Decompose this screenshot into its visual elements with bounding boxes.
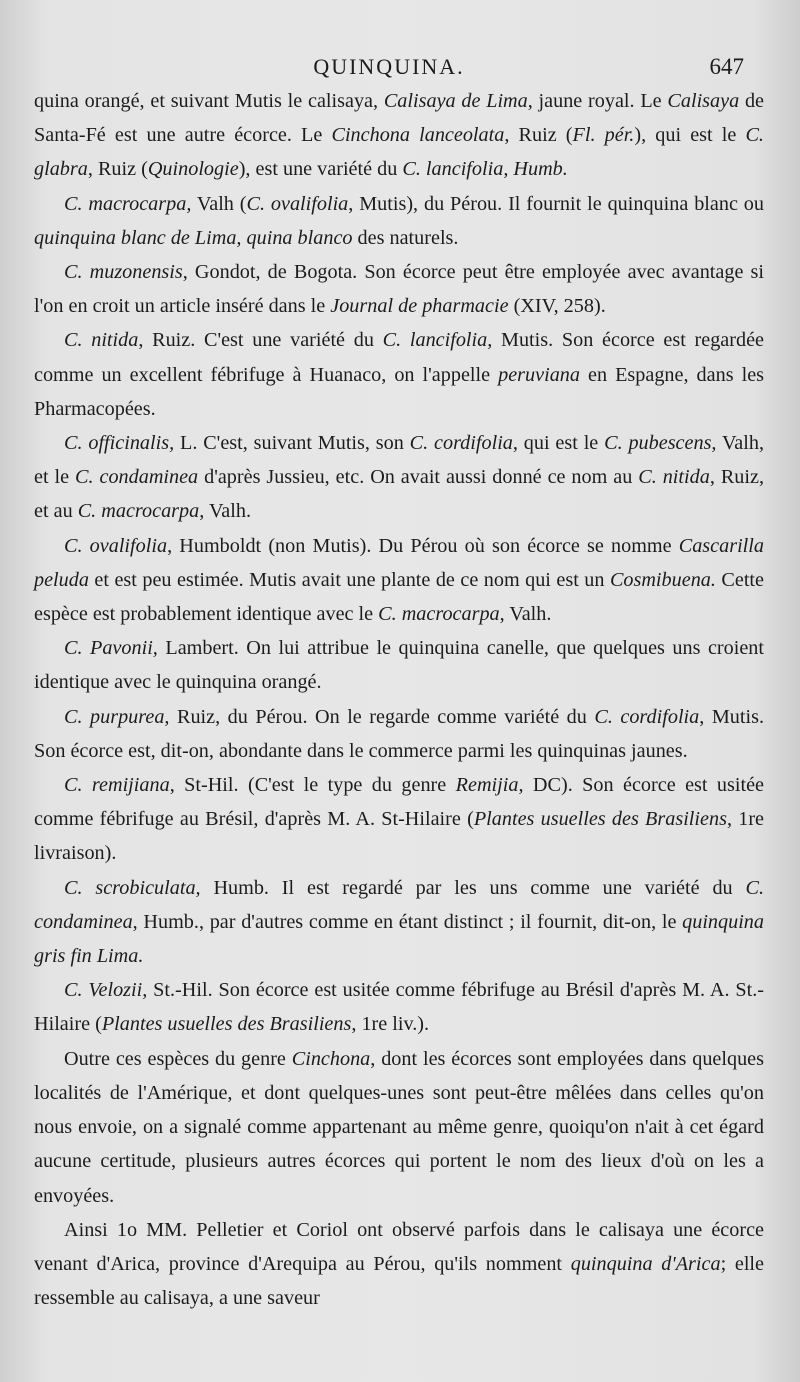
text-run: , Ruiz ( xyxy=(504,124,573,147)
italic-text: C. macrocarpa xyxy=(378,603,500,626)
text-run: Valh, et le xyxy=(34,432,765,489)
text-run: , 1re livraison). xyxy=(34,808,765,865)
italic-text: C. cordifolia xyxy=(594,705,700,728)
text-run: , dont les écorces sont employées dans quelques localités de l'Amérique, et dont quelques-unes sont peut-être mêlées dans celles qu'on nous envoie, on a signalé comme appartenant au même genre, quoiqu'on n'ait à cet égard aucune certitude, plusieurs autres écorces qui portent le nom des lieux d'où on les a envoyées. xyxy=(34,1047,764,1207)
text-run: , Ruiz ( xyxy=(87,158,148,181)
italic-text: Journal de pharmacie xyxy=(330,295,509,318)
text-run: ), est une variété du xyxy=(238,158,403,181)
italic-text: C. nitida xyxy=(638,466,710,489)
italic-text: C. muzonensis xyxy=(64,261,183,284)
text-run: L. C'est, suivant Mutis, son xyxy=(174,432,410,455)
italic-text: C. remijiana xyxy=(64,774,170,797)
italic-text: Cinchona lanceolata xyxy=(331,124,505,147)
text-run: Cette espèce est probablement identique avec le xyxy=(34,568,764,626)
paragraph xyxy=(34,426,764,529)
paragraph xyxy=(34,255,764,323)
italic-text: Fl. pér. xyxy=(572,124,635,147)
text-run: , qui est le xyxy=(512,432,605,455)
italic-text: C. lancifolia, Humb. xyxy=(402,158,568,181)
italic-text: C. cordifolia xyxy=(409,432,513,455)
text-run: , Ruiz. C'est une variété du xyxy=(138,329,383,352)
italic-text: C. ovalifolia xyxy=(64,534,168,557)
text-run: en Espagne, dans les Pharmacopées. xyxy=(34,363,765,420)
paragraph xyxy=(34,768,764,871)
italic-text: C. condaminea xyxy=(34,876,764,933)
text-run: (XIV, 258). xyxy=(508,295,606,318)
italic-text: C. macrocarpa, xyxy=(64,192,192,215)
text-run: Mutis. Son écorce est regardée comme un excellent fébrifuge à Huanaco, on l'appelle xyxy=(34,329,765,386)
text-run: Outre ces espèces du genre xyxy=(64,1047,292,1070)
italic-text: C. pubescens, xyxy=(604,432,717,455)
paragraph xyxy=(34,700,764,768)
italic-text: quinquina blanc de Lima, quina blanco xyxy=(34,226,353,249)
paragraph xyxy=(34,529,764,632)
paragraph xyxy=(34,871,764,974)
text-run: , Mutis), du Pérou. Il fournit le quinquina blanc ou xyxy=(348,192,764,215)
paragraph xyxy=(34,323,764,426)
paragraph xyxy=(34,1213,764,1316)
paragraph xyxy=(34,1042,764,1213)
text-run: DC). Son écorce est usitée comme fébrifuge au Brésil, d'après M. A. St-Hilaire ( xyxy=(34,774,765,831)
italic-text: quinquina d'Arica xyxy=(570,1252,721,1275)
text-run: Ainsi 1o MM. Pelletier et Coriol ont observé parfois dans le calisaya une écorce venant d'Arica, province d'Arequipa au Pérou, qu'ils nomment xyxy=(34,1218,764,1275)
text-run: quina orangé, et suivant Mutis le calisaya, xyxy=(34,90,384,112)
italic-text: C. purpurea xyxy=(64,705,165,728)
running-title: QUINQUINA. xyxy=(313,54,465,79)
italic-text: C. macrocarpa xyxy=(77,500,200,523)
text-run: des naturels. xyxy=(352,226,459,249)
text-run: ), qui est le xyxy=(634,124,746,147)
italic-text: peruviana xyxy=(498,363,580,386)
italic-text: C. glabra xyxy=(34,124,764,181)
italic-text: Calisaya de Lima xyxy=(383,90,528,112)
text-run: St.-Hil. Son écorce est usitée comme fébrifuge au Brésil d'après M. A. St.-Hilaire ( xyxy=(34,979,764,1036)
text-run: , Valh. xyxy=(199,500,251,523)
italic-text: C. Velozii, xyxy=(64,979,148,1002)
italic-text: quinquina gris fin Lima. xyxy=(34,910,764,968)
text-run: , 1re liv.). xyxy=(351,1013,430,1036)
italic-text: C. nitida xyxy=(64,329,139,352)
italic-text: C. lancifolia, xyxy=(382,329,493,352)
italic-text: Plantes usuelles des Brasiliens xyxy=(473,808,727,831)
text-run: d'après Jussieu, etc. On avait aussi donné ce nom au xyxy=(198,466,639,489)
page-header xyxy=(34,52,744,86)
text-run: , Ruiz, du Pérou. On le regarde comme variété du xyxy=(164,705,595,728)
paragraph xyxy=(34,973,764,1041)
paragraph xyxy=(34,84,764,187)
text-run: , Humb., par d'autres comme en étant distinct ; il fournit, dit-on, le xyxy=(132,910,683,933)
paragraph xyxy=(34,631,764,699)
italic-text: C. officinalis, xyxy=(64,432,175,455)
text-run: , Humboldt (non Mutis). Du Pérou où son écorce se nomme xyxy=(167,534,679,557)
text-run: , Ruiz, et au xyxy=(34,466,764,523)
text-run: , Gondot, de Bogota. Son écorce peut être employée avec avantage si l'on en croit un article inséré dans le xyxy=(34,261,765,318)
italic-text: Plantes usuelles des Brasiliens xyxy=(101,1013,352,1036)
text-run: , jaune royal. Le xyxy=(527,90,668,112)
italic-text: C. Pavonii, xyxy=(64,637,158,660)
text-run: , Mutis. Son écorce est, dit-on, abondante dans le commerce parmi les quinquinas jaunes. xyxy=(34,705,764,762)
body-text xyxy=(34,84,764,1315)
italic-text: C. scrobiculata, xyxy=(64,876,201,899)
italic-text: Calisaya xyxy=(667,90,740,112)
text-run: , Valh. xyxy=(499,603,552,626)
italic-text: C. ovalifolia xyxy=(246,192,349,215)
text-run: Humb. Il est regardé par les uns comme une variété du xyxy=(200,876,746,899)
text-run: et est peu estimée. Mutis avait une plante de ce nom qui est un xyxy=(88,568,610,591)
italic-text: Cascarilla peluda xyxy=(34,534,764,591)
text-run: , St-Hil. (C'est le type du genre xyxy=(169,774,456,797)
text-run: de Santa-Fé est une autre écorce. Le xyxy=(34,90,765,147)
text-run: ; elle ressemble au calisaya, a une saveur xyxy=(34,1252,764,1310)
paragraph xyxy=(34,187,764,255)
italic-text: Quinologie xyxy=(147,158,239,181)
text-run: Valh ( xyxy=(191,192,247,215)
italic-text: Remijia, xyxy=(455,774,524,797)
italic-text: Cosmibuena. xyxy=(609,568,716,591)
italic-text: C. condaminea xyxy=(75,466,199,489)
text-run: Lambert. On lui attribue le quinquina canelle, que quelques uns croient identique avec le quinquina orangé. xyxy=(34,637,764,694)
italic-text: Cinchona xyxy=(291,1047,371,1070)
page-number: 647 xyxy=(709,54,744,79)
